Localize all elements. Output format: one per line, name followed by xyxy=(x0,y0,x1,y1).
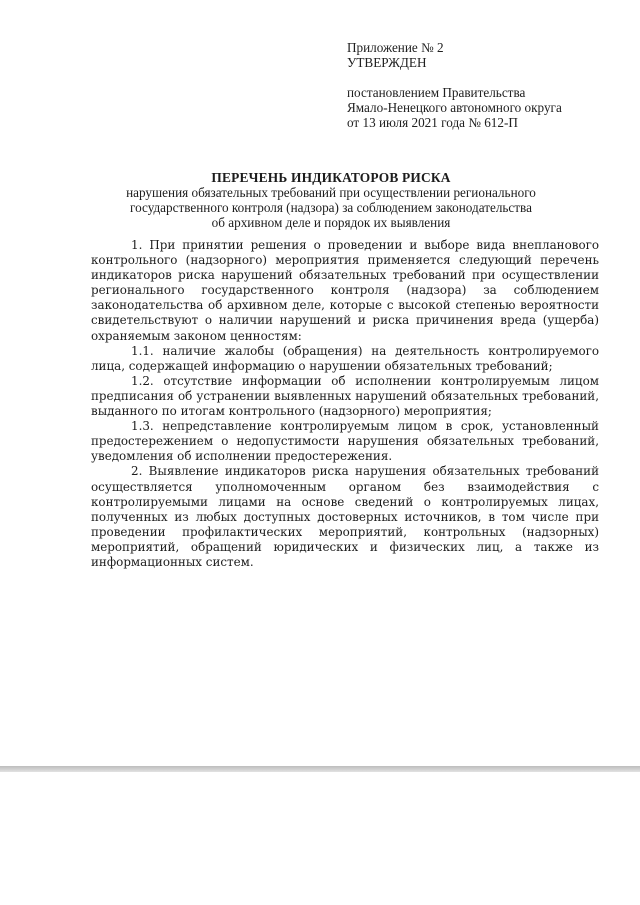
subtitle-line: государственного контроля (надзора) за соблюдением законодательства xyxy=(130,200,532,215)
appendix-number: Приложение № 2 xyxy=(347,40,444,55)
approved-by: постановлением Правительства xyxy=(347,85,526,100)
region-name: Ямало-Ненецкого автономного округа xyxy=(347,100,562,115)
approved-label: УТВЕРЖДЕН xyxy=(347,55,427,70)
approval-stamp xyxy=(347,40,562,130)
paragraph-1-2: 1.2. отсутствие информации об исполнении контролируемым лицом предписания об устранении выявленных нарушений обязательных требований, выданного по итогам контрольного (надзорного) мероприятия; xyxy=(91,373,599,419)
paragraph-1-3: 1.3. непредставление контролируемым лицом в срок, установленный предостережением о недопустимости нарушения обязательных требований, уведомления об исполнении предостережения. xyxy=(91,419,599,464)
subtitle-line: об архивном деле и порядок их выявления xyxy=(211,215,451,230)
paragraph-2: 2. Выявление индикаторов риска нарушения обязательных требований осуществляется уполномоченным органом без взаимодействия с контролируемыми лицами на основе сведений о контролируемых лицах, полученных из любых доступных достоверных источников, в том числе при проведении профилактических мероприятий, контрольных (надзорных) мероприятий, обращений юридических и физических лиц, а также из информационных систем. xyxy=(91,464,599,569)
document-body xyxy=(91,238,599,570)
scan-edge xyxy=(0,766,640,772)
document-title: ПЕРЕЧЕНЬ ИНДИКАТОРОВ РИСКА xyxy=(211,170,451,185)
paragraph-1-1: 1.1. наличие жалобы (обращения) на деятельность контролируемого лица, содержащей информацию о нарушении обязательных требований; xyxy=(91,343,599,373)
resolution-date-number: от 13 июля 2021 года № 612-П xyxy=(347,115,518,130)
document-title-block xyxy=(80,170,582,230)
subtitle-line: нарушения обязательных требований при осуществлении регионального xyxy=(126,185,536,200)
paragraph-1: 1. При принятии решения о проведении и выборе вида внепланового контрольного (надзорного) мероприятия применяется следующий перечень индикаторов риска нарушений обязательных требований при осуществлении регионального государственного контроля (надзора) за соблюдением законодательства об архивном деле, которые с высокой степенью вероятности свидетельствуют о наличии нарушений и риска причинения вреда (ущерба) охраняемым законом ценностям: xyxy=(91,238,599,343)
